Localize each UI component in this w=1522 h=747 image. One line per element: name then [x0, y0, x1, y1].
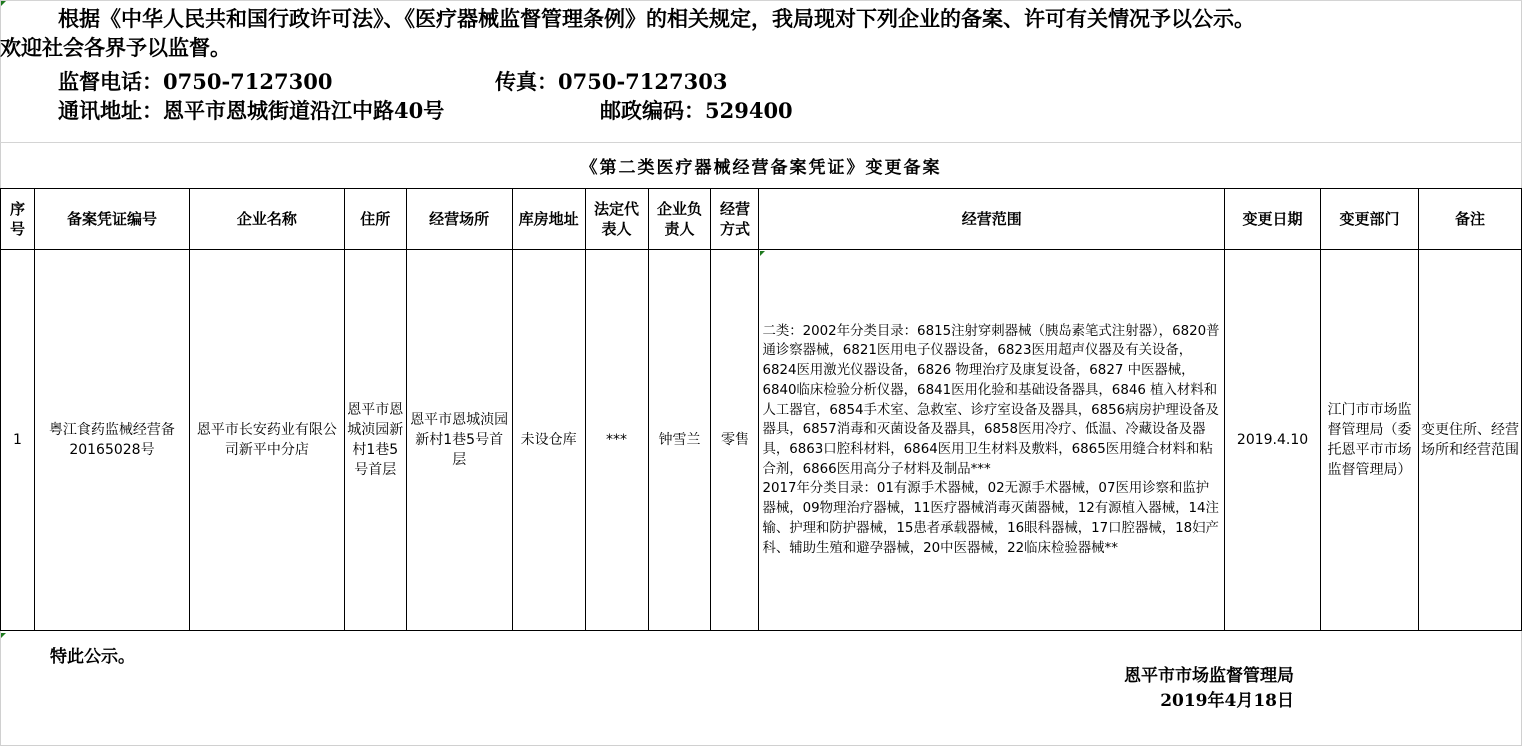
cell-cert-no: 粤江食药监械经营备20165028号 [34, 250, 189, 631]
table-title: 《第二类医疗器械经营备案凭证》变更备案 [580, 158, 942, 178]
gridline-title-top [0, 142, 1522, 143]
comment-marker-scope [760, 251, 765, 256]
gridline-top [0, 0, 1522, 1]
scope-2002-catalog: 二类：2002年分类目录：6815注射穿刺器械（胰岛素笔式注射器），6820普通诊察器械，6821医用电子仪器设备，6823医用超声仪器及有关设备，6824医用激光仪器设备，6826 物理治疗及康复设备，6827 中医器械，6840临床检验分析仪器，6841医用化验和基础设备器具，6846 植入材料和人工器官，6854手术室、急救室、诊疗室设备及器具，6856病房护理设备及器具，6857消毒和灭菌设备及器具，6858医用冷疗、低温、冷藏设备及器具，6863口腔科材料，6864医用卫生材料及敷料，6865医用缝合材料和粘合剂，6866医用高分子材料及制品*** [762, 323, 1220, 477]
phone-number: 监督电话：0750-7127300 [58, 69, 333, 94]
header-company: 企业名称 [189, 189, 344, 250]
intro-notice [0, 4, 1520, 62]
header-change-date: 变更日期 [1225, 189, 1321, 250]
cell-change-dept: 江门市市场监督管理局（委托恩平市市场监督管理局） [1321, 250, 1419, 631]
cell-company: 恩平市长安药业有限公司新平中分店 [189, 250, 344, 631]
signature-org: 恩平市市场监督管理局 [1124, 666, 1294, 686]
intro-line-1: 根据《中华人民共和国行政许可法》、《医疗器械监督管理条例》的相关规定，我局现对下列企业的备案、许可有关情况予以公示。 [58, 6, 1255, 31]
postcode: 邮政编码：529400 [600, 98, 793, 123]
cell-legal-rep: *** [585, 250, 648, 631]
header-mode: 经营方式 [711, 189, 759, 250]
header-warehouse: 库房地址 [512, 189, 585, 250]
cell-mode: 零售 [711, 250, 759, 631]
comment-marker-closing [1, 633, 6, 638]
signature-date: 2019年4月18日 [1160, 691, 1294, 711]
mailing-address: 通讯地址：恩平市恩城街道沿江中路40号 [58, 98, 445, 123]
header-scope: 经营范围 [759, 189, 1225, 250]
cell-manager: 钟雪兰 [648, 250, 711, 631]
header-row [1, 189, 1522, 250]
intro-line-2: 欢迎社会各界予以监督。 [0, 35, 231, 60]
cell-change-date: 2019.4.10 [1225, 250, 1321, 631]
cell-residence: 恩平市恩城浈园新村1巷5号首层 [344, 250, 406, 631]
fax-number: 传真：0750-7127303 [495, 69, 728, 94]
cell-warehouse: 未设仓库 [512, 250, 585, 631]
header-remarks: 备注 [1418, 189, 1521, 250]
cell-seq: 1 [1, 250, 35, 631]
header-change-dept: 变更部门 [1321, 189, 1419, 250]
cell-scope [759, 250, 1225, 631]
header-manager: 企业负责人 [648, 189, 711, 250]
header-residence: 住所 [344, 189, 406, 250]
header-cert-no: 备案凭证编号 [34, 189, 189, 250]
cell-remarks: 变更住所、经营场所和经营范围 [1418, 250, 1521, 631]
cell-business-site: 恩平市恩城浈园新村1巷5号首层 [406, 250, 512, 631]
table-row [1, 250, 1522, 631]
scope-2017-catalog: 2017年分类目录：01有源手术器械，02无源手术器械，07医用诊察和监护器械，09物理治疗器械，11医疗器械消毒灭菌器械，12有源植入器械，14注输、护理和防护器械，15患者承载器械，16眼科器械，17口腔器械，18妇产科、辅助生殖和避孕器械，20中医器械，22临床检验器械** [762, 481, 1219, 556]
header-business-site: 经营场所 [406, 189, 512, 250]
signature-block [1094, 664, 1294, 714]
closing-text: 特此公示。 [50, 647, 135, 667]
header-seq: 序号 [1, 189, 35, 250]
header-legal-rep: 法定代表人 [585, 189, 648, 250]
